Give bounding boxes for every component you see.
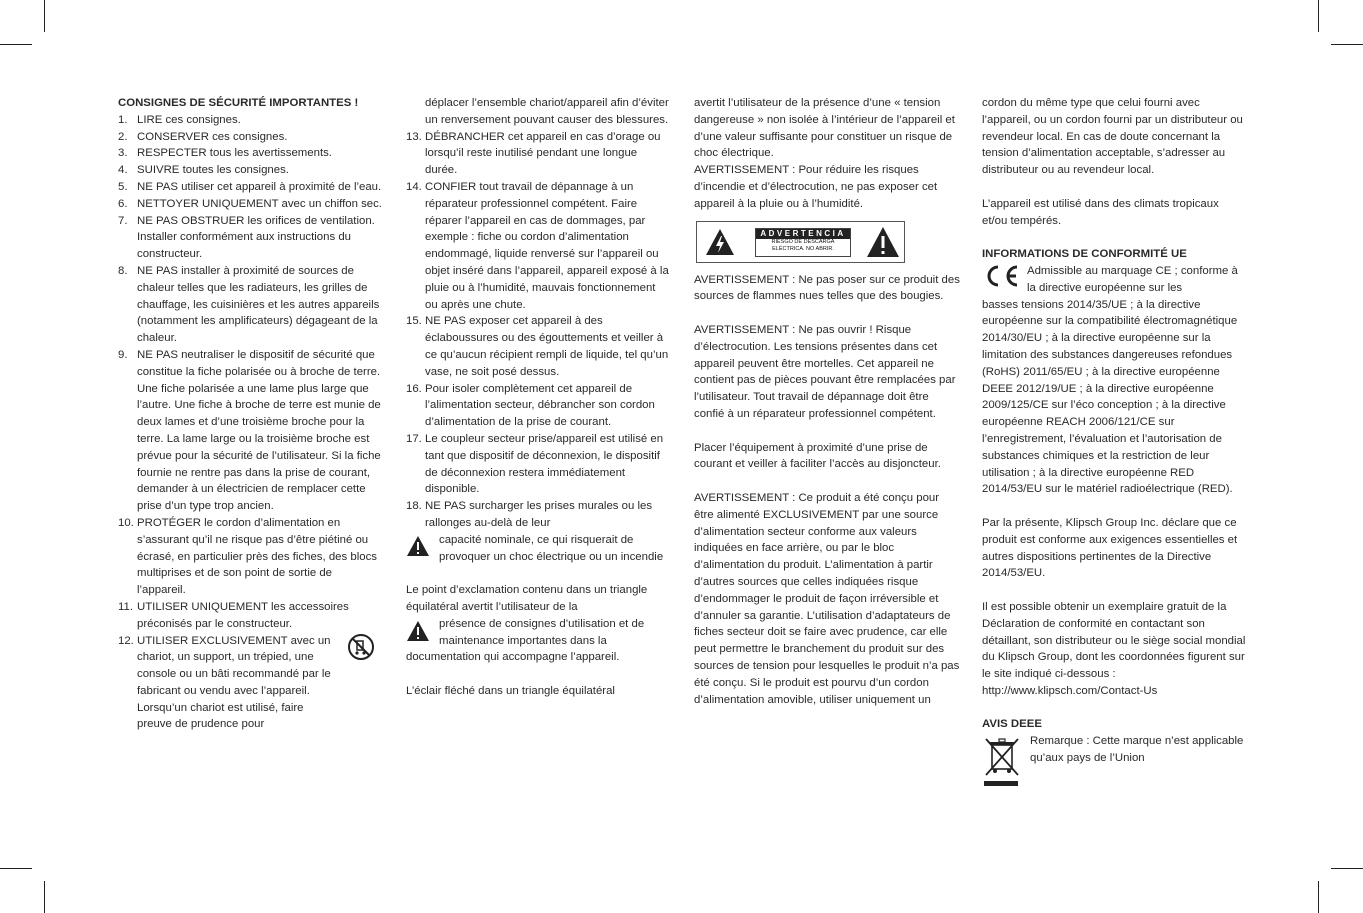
list-item: 11. UTILISER UNIQUEMENT les accessoires préconisés par le constructeur. — [118, 600, 349, 630]
list-item: 7. NE PAS OBSTRUER les orifices de ventilation. Installer conformément aux instructions du constructeur. — [118, 214, 375, 261]
cart-warning-icon — [347, 633, 375, 661]
column-4 — [982, 95, 1246, 767]
list-item: 6. NETTOYER UNIQUEMENT avec un chiffon sec. — [118, 197, 382, 210]
warning-label — [696, 221, 905, 263]
list-item: 1. LIRE ces consignes. — [118, 113, 241, 126]
list-item: 2. CONSERVER ces consignes. — [118, 130, 288, 143]
warning-2: AVERTISSEMENT : Ne pas poser sur ce produit des sources de flammes nues telles que des bougies. — [694, 273, 960, 303]
list-item: 17. Le coupleur secteur prise/appareil est utilisé en tant que dispositif de déconnexion, le dispositif de déconnexion restera immédiatement disponible. — [406, 432, 664, 496]
warning-3: AVERTISSEMENT : Ne pas ouvrir ! Risque d’électrocution. Les tensions présentes dans cet appareil peuvent être mortelles. Cet appareil ne contient pas de pièces pouvant être remplacées par l’utilisateur. Tout travail de dépannage doit être confié à un réparateur professionnel compétent. — [694, 323, 956, 420]
column-1 — [118, 95, 383, 733]
list-item: 13. DÉBRANCHER cet appareil en cas d’orage ou lorsqu’il reste inutilisé pendant une longue durée. — [406, 130, 661, 177]
item-12-continued: déplacer l’ensemble chariot/appareil afin d’éviter un renversement pouvant causer des blessures. — [425, 97, 669, 126]
ce-statement: Admissible au marquage CE ; conforme à la directive européenne sur les — [982, 263, 1246, 297]
ce-directives: basses tensions 2014/35/UE ; à la directive européenne sur la compatibilité électromagnétique 2014/30/EU ; à la directive européenne sur la limitation des substances dangereuses refondues (RoHS) 2011/65/EU ; à la directive européenne DEEE 2012/19/UE ; à la directive européenne 2009/125/CE sur l’éco conception ; à la directive européenne REACH 2006/121/CE sur l’enregistrement, l’évaluation et l’autorisation de substances chimiques et la restriction de leur utilisation ; à la directive européenne RED 2014/53/EU sur le matériel radioélectrique (RED). — [982, 298, 1238, 496]
crop-mark — [44, 881, 45, 913]
list-item: 9. NE PAS neutraliser le dispositif de sécurité que constitue la fiche polarisée ou à broche de terre. Une fiche polarisée a une lame plus large que l’autre. Une fiche à broche de terre est munie de deux lames et d’une troisième broche pour la terre. La lame large ou la troisième broche est prévue pour la sécurité de l’utilisateur. Si la fiche fournie ne rentre pas dans la prise de courant, demander à un électricien de remplacer cette prise d’un type trop ancien. — [118, 348, 381, 513]
list-item: 4. SUIVRE toutes les consignes. — [118, 164, 289, 177]
weee-heading: AVIS DEEE — [982, 718, 1042, 731]
warning-1: AVERTISSEMENT : Pour réduire les risques d’incendie et d’électrocution, ne pas exposer cet appareil à la pluie ou à l’humidité. — [694, 164, 938, 210]
exclamation-note: présence de consignes d’utilisation et de maintenance importantes dans la — [406, 616, 670, 650]
safety-list — [118, 112, 383, 733]
bolt-intro: L’éclair fléché dans un triangle équilatéral — [406, 684, 615, 697]
list-item: 8. NE PAS installer à proximité de sources de chaleur telles que les radiateurs, les grilles de chauffage, les cuisinières et les autres appareils (notamment les amplificateurs) dégageant de la chaleur. — [118, 264, 380, 345]
climate-note: L’appareil est utilisé dans des climats tropicaux et/ou tempérés. — [982, 197, 1219, 227]
crop-mark — [1318, 0, 1319, 32]
list-item: 16. Pour isoler complètement cet appareil de l’alimentation secteur, débrancher son cordon d’alimentation de la prise de courant. — [406, 382, 655, 429]
item-18-continued: capacité nominale, ce qui risquerait de provoquer un choc électrique ou un incendie — [406, 532, 670, 566]
column-3 — [694, 95, 960, 708]
conformity-copy: Il est possible obtenir un exemplaire gratuit de la Déclaration de conformité en contactant son détaillant, son distributeur ou le siège social mondial du Klipsch Group, dont les coordonnées figurent sur le site indiqué ci-dessous : http://www.klipsch.com/Contact-Us — [982, 600, 1246, 697]
safety-heading: CONSIGNES DE SÉCURITÉ IMPORTANTES ! — [118, 97, 359, 109]
warning-triangle-icon — [406, 534, 430, 558]
crop-mark — [0, 868, 32, 869]
safety-list-continued — [406, 129, 670, 532]
exclamation-triangle-icon — [406, 619, 430, 643]
warning-4: AVERTISSEMENT : Ce produit a été conçu pour être alimenté EXCLUSIVEMENT par une source d’alimentation secteur conforme aux valeurs indiquées en face arrière, ou par le bloc d’alimentation du produit. L’alimentation à partir d’autres sources que celles indiquées risque d’endommager le produit de façon irréversible et d’annuler sa garantie. L’utilisation d’adaptateurs de fiches secteur doit se faire avec prudence, car elle peut permettre le branchement du produit sur des sources de tension pour lesquelles le produit n’a pas été conçu. Si le produit est pourvu d’un cordon d’alimentation amovible, utiliser uniquement un — [694, 491, 960, 706]
placement-note: Placer l’équipement à proximité d’une prise de courant et veiller à faciliter l’accès au disjoncteur. — [694, 441, 941, 471]
declaration: Par la présente, Klipsch Group Inc. déclare que ce produit est conforme aux exigences essentielles et autres dispositions pertinentes de la Directive 2014/53/EU. — [982, 516, 1238, 580]
weee-statement: Remarque : Cette marque n’est applicable qu’aux pays de l’Union — [982, 733, 1246, 767]
warning-label-text: ADVERTENCIA RIESGO DE DESCARGA ELÉCTRICA. NO ABRIR. — [755, 228, 851, 257]
list-item: 18. NE PAS surcharger les prises murales ou les rallonges au-delà de leur — [406, 500, 653, 529]
ce-mark-icon — [982, 265, 1022, 287]
list-item: 3. RESPECTER tous les avertissements. — [118, 147, 332, 160]
lightning-triangle-icon — [705, 227, 735, 257]
crop-mark — [1318, 881, 1319, 913]
list-item: 14. CONFIER tout travail de dépannage à un réparateur professionnel compétent. Faire réparer l’appareil en cas de dommages, par exemple : fiche ou cordon d’alimentation endommagé, liquide renversé sur l’appareil ou objet inséré dans l’appareil, appareil exposé à la pluie ou à l’humidité, mauvais fonctionnement ou après une chute. — [406, 180, 669, 311]
column-2 — [406, 95, 670, 700]
crop-mark — [44, 0, 45, 32]
cord-continued: cordon du même type que celui fourni avec l’appareil, ou un cordon fourni par un distributeur ou revendeur local. En cas de doute concernant la tension d’alimentation acceptable, s’adresser au distributeur ou au revendeur local. — [982, 97, 1243, 177]
list-item: 10. PROTÉGER le cordon d’alimentation en s’assurant qu’il ne risque pas d’être piétiné ou écrasé, en particulier près des fiches, des blocs multiprises et de son point de sortie de l’appareil. — [118, 516, 377, 597]
list-item: 12. UTILISER EXCLUSIVEMENT avec un chariot, un support, un trépied, une console ou un bâti recommandé par le fabricant ou vendu avec l’appareil. Lorsqu’un chariot est utilisé, faire preuve de prudence pour — [118, 633, 383, 734]
crop-mark — [1331, 868, 1363, 869]
crop-mark — [0, 44, 32, 45]
exclamation-intro: Le point d’exclamation contenu dans un triangle équilatéral avertit l’utilisateur de la — [406, 584, 648, 613]
exclamation-end: documentation qui accompagne l’appareil. — [406, 651, 620, 664]
list-item: 15. NE PAS exposer cet appareil à des éclaboussures ou des égouttements et veiller à ce qu’aucun récipient rempli de liquide, tel qu’un vase, ne soit posé dessus. — [406, 315, 669, 378]
eu-conformity-heading: INFORMATIONS DE CONFORMITÉ UE — [982, 248, 1187, 261]
bolt-continued: avertit l’utilisateur de la présence d’une « tension dangereuse » non isolée à l’intérieur de l’appareil et d’une valeur suffisante pour constituer un risque de choc électrique. — [694, 97, 955, 160]
list-item: 5. NE PAS utiliser cet appareil à proximité de l’eau. — [118, 180, 382, 193]
exclamation-triangle-icon — [866, 225, 900, 259]
crossed-bin-icon — [982, 737, 1022, 789]
crop-mark — [1331, 44, 1363, 45]
